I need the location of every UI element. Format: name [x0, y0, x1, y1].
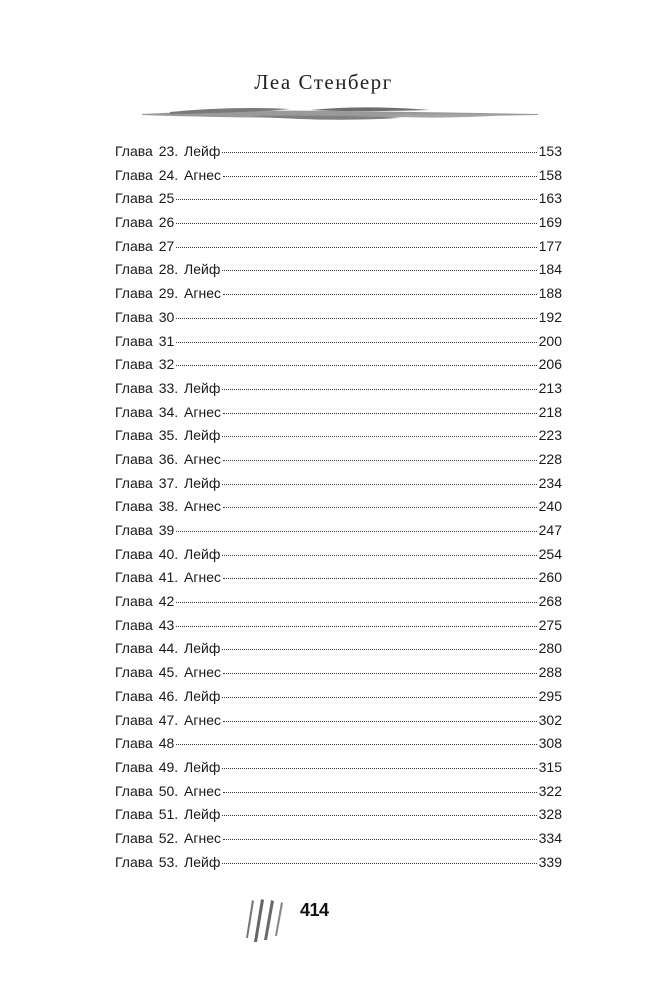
toc-entry [115, 566, 562, 590]
toc-entry-title: Глава 47. Агнес [115, 711, 222, 728]
toc-entry [115, 780, 562, 804]
toc-entry-page: 234 [538, 474, 562, 491]
toc-entry-page: 295 [538, 687, 562, 704]
toc-entry [115, 851, 562, 875]
toc-entry [115, 235, 562, 259]
toc-entry-title: Глава 23. Лейф [115, 143, 221, 159]
toc-entry-title: Глава 44. Лейф [115, 640, 221, 657]
toc-entry-page: 339 [538, 853, 562, 870]
dot-leader [222, 815, 536, 816]
toc-entry [115, 377, 562, 401]
toc-entry-title: Глава 50. Агнес [115, 782, 222, 799]
toc-entry-page: 206 [538, 356, 562, 373]
toc-entry-title: Глава 35. Лейф [115, 427, 221, 444]
toc-entry-title: Глава 24. Агнес [115, 166, 222, 183]
toc-entry [115, 543, 562, 567]
toc-entry-title: Глава 32 [115, 356, 175, 373]
toc-entry-title: Глава 39 [115, 522, 175, 538]
toc-entry-page: 280 [538, 640, 562, 657]
dot-leader [223, 413, 537, 414]
toc-entry-page: 268 [538, 593, 562, 610]
dot-leader [176, 602, 536, 603]
dot-leader [222, 649, 536, 650]
toc-entry-page: 275 [538, 616, 562, 633]
toc-entry-page: 260 [538, 569, 562, 586]
toc-entry-title: Глава 30 [115, 308, 175, 325]
toc-entry-page: 240 [538, 498, 562, 515]
toc-entry-title: Глава 51. Лейф [115, 806, 221, 823]
toc-entry-page: 218 [538, 403, 562, 420]
toc-entry [115, 637, 562, 661]
toc-entry-title: Глава 28. Лейф [115, 261, 221, 278]
page-number: 414 [300, 900, 329, 920]
dot-leader [176, 531, 536, 532]
toc-entry [115, 282, 562, 306]
toc-entry [115, 164, 562, 188]
toc-entry-page: 169 [538, 214, 562, 231]
toc-entry-title: Глава 31 [115, 332, 175, 349]
toc-entry-title: Глава 38. Агнес [115, 498, 222, 515]
dot-leader [223, 721, 537, 722]
toc-entry-page: 308 [538, 735, 562, 752]
toc-entry-title: Глава 34. Агнес [115, 403, 222, 420]
toc-entry [115, 732, 562, 756]
toc-entry-page: 158 [538, 166, 562, 183]
toc-entry-page: 200 [538, 332, 562, 349]
brush-divider [140, 102, 540, 124]
toc-entry [115, 401, 562, 425]
toc-entry [115, 472, 562, 496]
toc-entry-page: 223 [538, 427, 562, 444]
dot-leader [176, 318, 536, 319]
toc-entry-title: Глава 26 [115, 214, 175, 231]
dot-leader [223, 294, 537, 295]
dot-leader [176, 626, 536, 627]
toc-entry [115, 827, 562, 851]
toc-entry-page: 153 [538, 143, 562, 159]
toc-entry-page: 288 [538, 664, 562, 681]
toc-entry [115, 756, 562, 780]
dot-leader [222, 389, 536, 390]
toc-entry [115, 187, 562, 211]
toc-entry-page: 228 [538, 450, 562, 467]
toc-entry [115, 685, 562, 709]
toc-entry-page: 334 [538, 829, 562, 846]
toc-entry-page: 177 [538, 237, 562, 254]
dot-leader [222, 436, 536, 437]
toc-entry-title: Глава 52. Агнес [115, 829, 222, 846]
toc-entry [115, 590, 562, 614]
toc-entry [115, 211, 562, 235]
running-head-author: Леа Стенберг [254, 70, 393, 94]
toc-entry-title: Глава 29. Агнес [115, 285, 222, 302]
toc-entry-page: 302 [538, 711, 562, 728]
toc-entry-page: 322 [538, 782, 562, 799]
toc-entry-title: Глава 43 [115, 616, 175, 633]
dot-leader [223, 578, 537, 579]
dot-leader [222, 863, 536, 864]
dot-leader [222, 270, 536, 271]
dot-leader [222, 152, 536, 153]
toc-entry [115, 495, 562, 519]
toc-entry-page: 254 [538, 545, 562, 562]
toc-entry-title: Глава 45. Агнес [115, 664, 222, 681]
toc-entry-title: Глава 46. Лейф [115, 687, 221, 704]
toc-entry [115, 424, 562, 448]
toc-entry [115, 353, 562, 377]
toc-entry-page: 163 [538, 190, 562, 207]
toc-entry [115, 803, 562, 827]
dot-leader [222, 555, 536, 556]
toc-entry-title: Глава 27 [115, 237, 175, 254]
toc-entry-title: Глава 42 [115, 593, 175, 610]
dot-leader [223, 176, 537, 177]
dot-leader [223, 460, 537, 461]
toc-entry [115, 661, 562, 685]
toc-entry-page: 188 [538, 285, 562, 302]
dot-leader [176, 223, 536, 224]
dot-leader [176, 199, 536, 200]
toc-entry-title: Глава 48 [115, 735, 175, 752]
toc-entry [115, 519, 562, 543]
toc-entry-title: Глава 36. Агнес [115, 450, 222, 467]
toc-entry-page: 315 [538, 758, 562, 775]
toc-entry-title: Глава 49. Лейф [115, 758, 221, 775]
toc-entry [115, 330, 562, 354]
table-of-contents [115, 140, 562, 874]
toc-entry [115, 709, 562, 733]
dot-leader [223, 792, 537, 793]
toc-entry-page: 328 [538, 806, 562, 823]
toc-entry-title: Глава 33. Лейф [115, 379, 221, 396]
dot-leader [176, 342, 536, 343]
toc-entry [115, 614, 562, 638]
dot-leader [176, 247, 536, 248]
dot-leader [223, 839, 537, 840]
toc-entry-title: Глава 25 [115, 190, 175, 207]
toc-entry-page: 247 [538, 522, 562, 538]
dot-leader [176, 744, 536, 745]
toc-entry-page: 192 [538, 308, 562, 325]
dot-leader [222, 697, 536, 698]
toc-entry [115, 140, 562, 164]
toc-entry-page: 184 [538, 261, 562, 278]
dot-leader [223, 673, 537, 674]
toc-entry-title: Глава 53. Лейф [115, 853, 221, 870]
dot-leader [176, 365, 536, 366]
toc-entry-page: 213 [538, 379, 562, 396]
toc-entry-title: Глава 37. Лейф [115, 474, 221, 491]
toc-entry-title: Глава 40. Лейф [115, 545, 221, 562]
dot-leader [222, 768, 536, 769]
toc-entry [115, 306, 562, 330]
dot-leader [223, 507, 537, 508]
toc-entry [115, 258, 562, 282]
toc-entry [115, 448, 562, 472]
claw-scratch-icon [240, 898, 290, 944]
dot-leader [222, 484, 536, 485]
toc-entry-title: Глава 41. Агнес [115, 569, 222, 586]
